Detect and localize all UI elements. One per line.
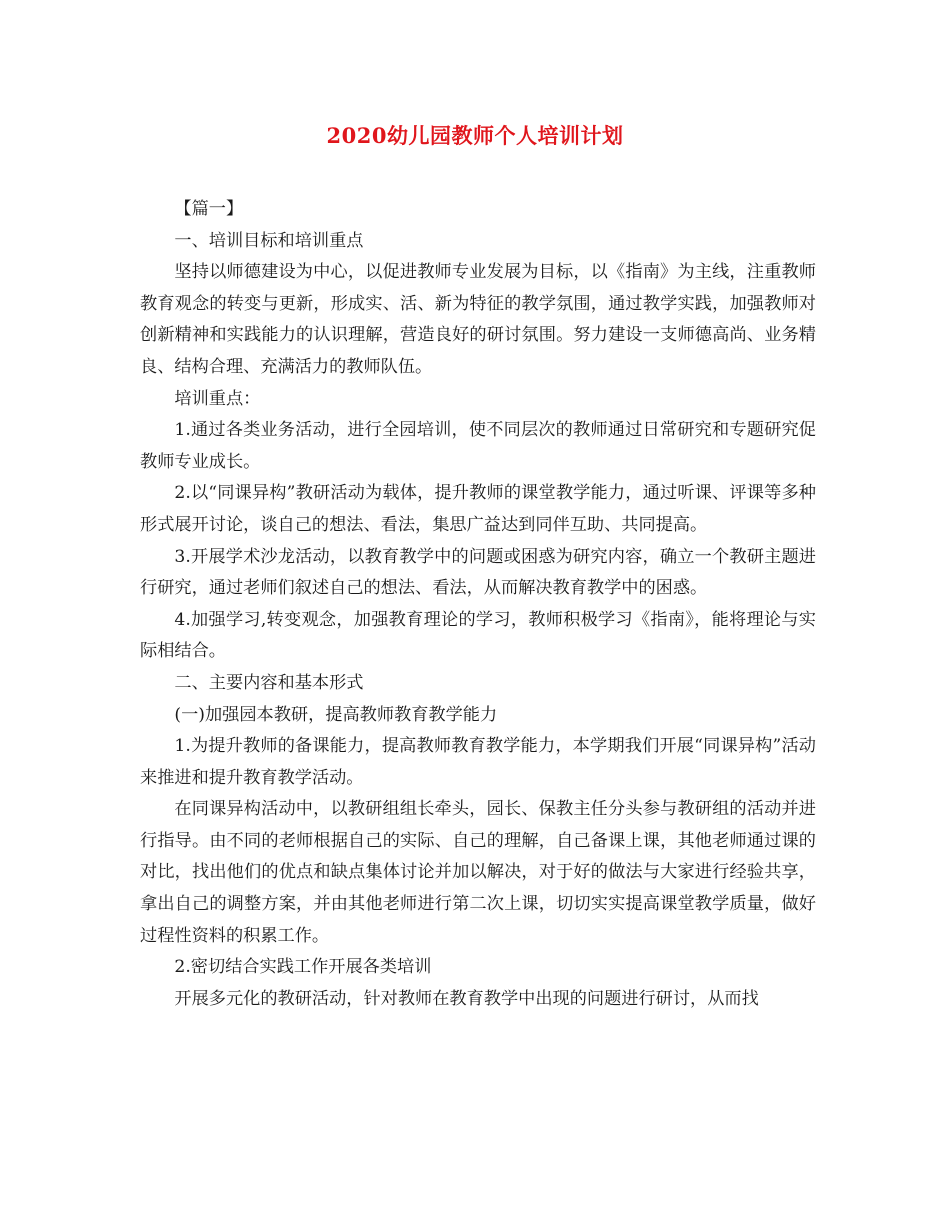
heading-main-content: 二、主要内容和基本形式 (174, 672, 364, 693)
heading-training-goals: 一、培训目标和培训重点 (174, 230, 364, 251)
list-item: 1.通过各类业务活动，进行全园培训，使不同层次的教师通过日常研究和专题研究促教师专业成长。 (140, 420, 816, 472)
list-item: 2.密切结合实践工作开展各类培训 (174, 957, 432, 978)
paragraph: 开展多元化的教研活动，针对教师在教育教学中出现的问题进行研讨，从而找 (174, 988, 759, 1009)
list-item: 4.加强学习,转变观念，加强教育理论的学习，教师积极学习《指南》，能将理论与实际相结合。 (140, 609, 816, 662)
document-title: 2020幼儿园教师个人培训计划 (326, 123, 624, 148)
section-label: 【篇一】 (174, 199, 244, 219)
paragraph: 坚持以师德建设为中心，以促进教师专业发展为目标，以《指南》为主线，注重教师教育观念的转变与更新，形成实、活、新为特征的教学氛围，通过教学实践，加强教师对创新精神和实践能力的认识理解，营造良好的研讨氛围。努力建设一支师德高尚、业务精良、结构合理、充满活力的教师队伍。 (140, 262, 816, 377)
list-item: 1.为提升教师的备课能力，提高教师教育教学能力，本学期我们开展“同课异构”活动来推进和提升教育教学活动。 (140, 736, 816, 788)
subheading-school-research: (一)加强园本教研，提高教师教育教学能力 (174, 704, 498, 725)
paragraph: 在同课异构活动中，以教研组组长牵头，园长、保教主任分头参与教研组的活动并进行指导。由不同的老师根据自己的实际、自己的理解，自己备课上课，其他老师通过课的对比，找出他们的优点和缺点集体讨论并加以解决，对于好的做法与大家进行经验共享，拿出自己的调整方案，并由其他老师进行第二次上课，切切实实提高课堂教学质量，做好过程性资料的积累工作。 (140, 799, 816, 946)
list-item: 3.开展学术沙龙活动，以教育教学中的问题或困惑为研究内容，确立一个教研主题进行研究，通过老师们叙述自己的想法、看法，从而解决教育教学中的困惑。 (140, 546, 816, 599)
document-body (140, 194, 816, 1015)
list-item: 2.以“同课异构”教研活动为载体，提升教师的课堂教学能力，通过听课、评课等多种形式展开讨论，谈自己的想法、看法，集思广益达到同伴互助、共同提高。 (140, 483, 816, 535)
subheading-training-focus: 培训重点： (174, 388, 261, 409)
